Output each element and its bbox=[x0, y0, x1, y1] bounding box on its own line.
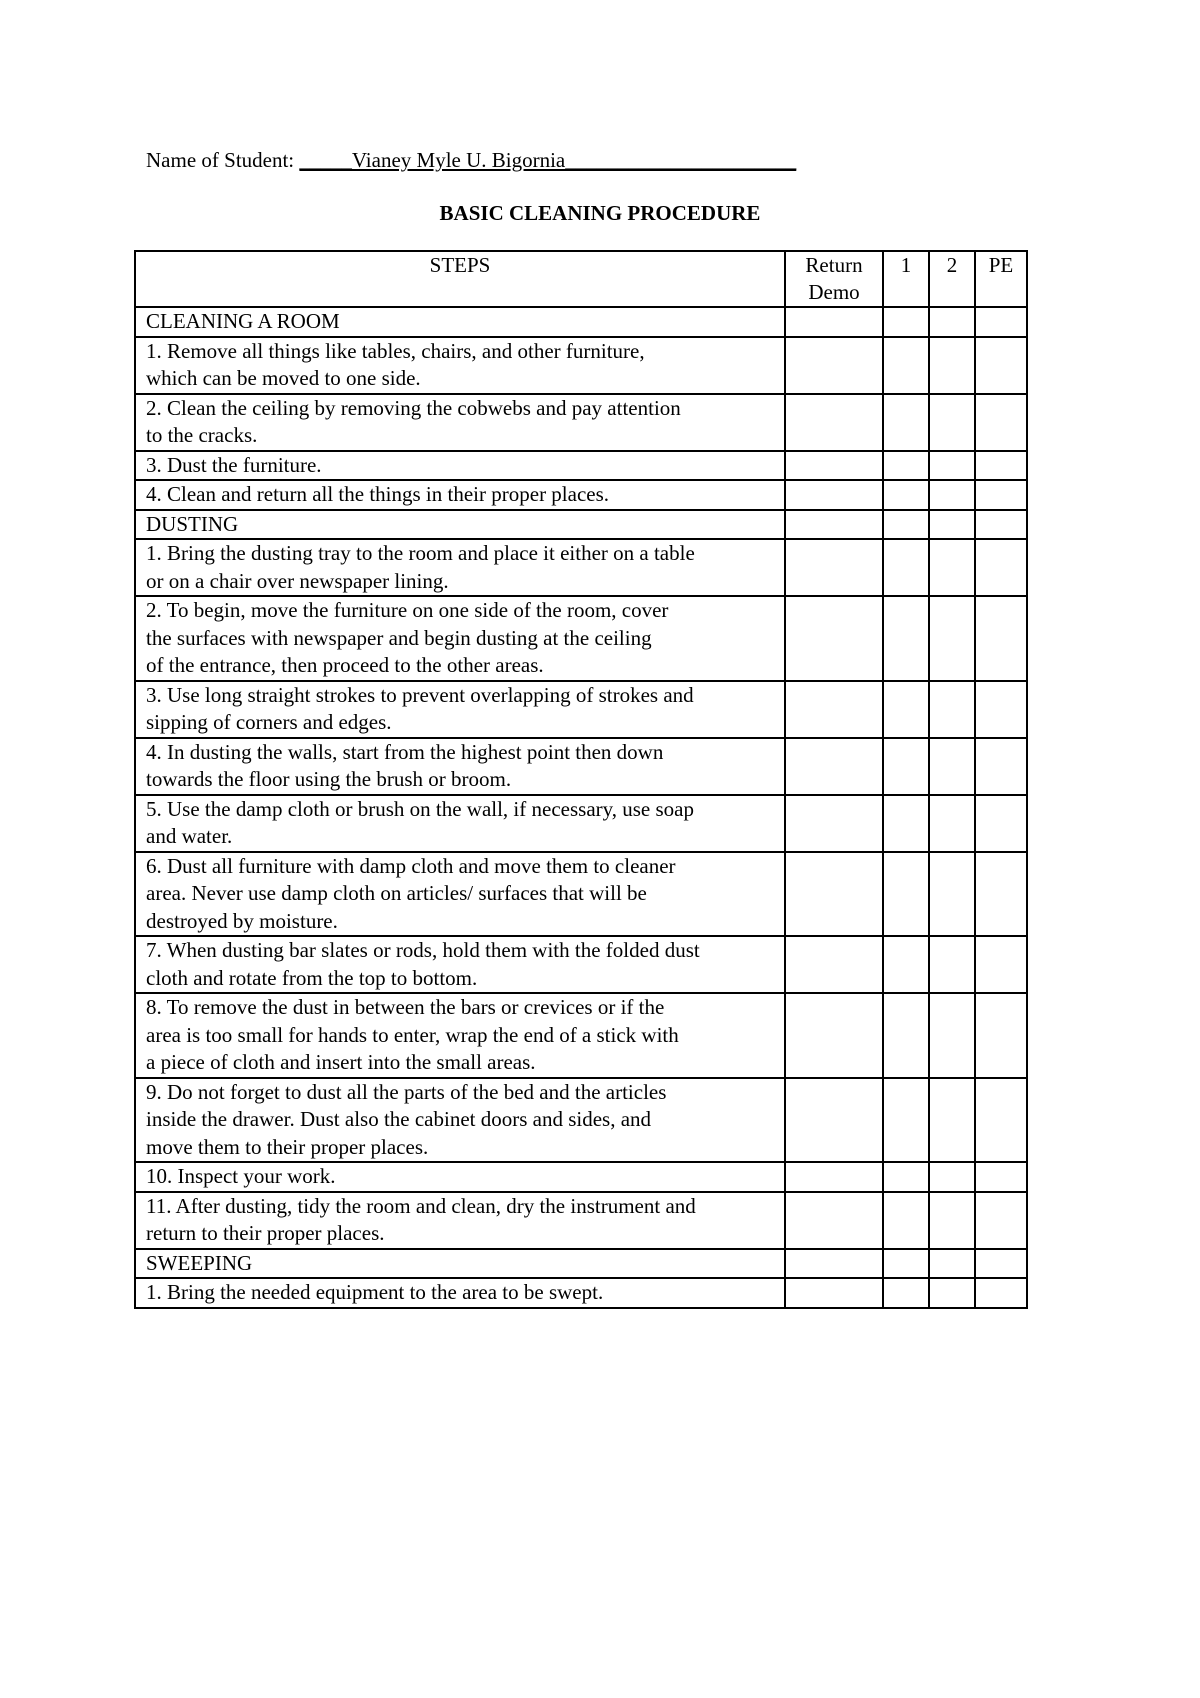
pe-cell[interactable] bbox=[975, 738, 1027, 795]
return-demo-cell[interactable] bbox=[785, 795, 883, 852]
score-1-cell[interactable] bbox=[883, 993, 929, 1078]
student-name-label: Name of Student: bbox=[146, 148, 295, 172]
section-row bbox=[135, 510, 1027, 540]
return-demo-cell[interactable] bbox=[785, 1162, 883, 1192]
return-demo-cell[interactable] bbox=[785, 394, 883, 451]
table-row bbox=[135, 539, 1027, 596]
return-demo-cell[interactable] bbox=[785, 451, 883, 481]
table-row bbox=[135, 1162, 1027, 1192]
step-text: 11. After dusting, tidy the room and clean, dry the instrument and return to their proper places. bbox=[135, 1192, 785, 1249]
score-1-cell[interactable] bbox=[883, 451, 929, 481]
score-2-cell[interactable] bbox=[929, 307, 975, 337]
table-row bbox=[135, 596, 1027, 681]
score-2-cell[interactable] bbox=[929, 337, 975, 394]
step-text: 2. Clean the ceiling by removing the cobwebs and pay attention to the cracks. bbox=[135, 394, 785, 451]
score-2-cell[interactable] bbox=[929, 1278, 975, 1308]
pe-cell[interactable] bbox=[975, 1278, 1027, 1308]
score-1-cell[interactable] bbox=[883, 337, 929, 394]
section-row bbox=[135, 1249, 1027, 1279]
score-2-cell[interactable] bbox=[929, 539, 975, 596]
step-text: 3. Use long straight strokes to prevent overlapping of strokes and sipping of corners and edges. bbox=[135, 681, 785, 738]
return-demo-cell[interactable] bbox=[785, 1078, 883, 1163]
score-1-cell[interactable] bbox=[883, 1278, 929, 1308]
score-1-cell[interactable] bbox=[883, 596, 929, 681]
pe-cell[interactable] bbox=[975, 596, 1027, 681]
score-2-cell[interactable] bbox=[929, 852, 975, 937]
pe-cell[interactable] bbox=[975, 480, 1027, 510]
return-demo-cell[interactable] bbox=[785, 738, 883, 795]
pe-cell[interactable] bbox=[975, 1162, 1027, 1192]
pe-cell[interactable] bbox=[975, 993, 1027, 1078]
table-row bbox=[135, 394, 1027, 451]
table-row bbox=[135, 1078, 1027, 1163]
header-steps: STEPS bbox=[135, 251, 785, 307]
score-1-cell[interactable] bbox=[883, 795, 929, 852]
pe-cell[interactable] bbox=[975, 681, 1027, 738]
step-text: 2. To begin, move the furniture on one side of the room, cover the surfaces with newspaper and begin dusting at the ceiling of the entrance, then proceed to the other areas. bbox=[135, 596, 785, 681]
score-1-cell[interactable] bbox=[883, 539, 929, 596]
score-1-cell[interactable] bbox=[883, 738, 929, 795]
score-1-cell[interactable] bbox=[883, 936, 929, 993]
step-text: 6. Dust all furniture with damp cloth and move them to cleaner area. Never use damp cloth on articles/ surfaces that will be destroyed by moisture. bbox=[135, 852, 785, 937]
score-1-cell[interactable] bbox=[883, 480, 929, 510]
step-text: 1. Bring the needed equipment to the area to be swept. bbox=[135, 1278, 785, 1308]
table-row bbox=[135, 795, 1027, 852]
return-demo-cell[interactable] bbox=[785, 539, 883, 596]
header-return-demo: Return Demo bbox=[785, 251, 883, 307]
table-body bbox=[135, 307, 1027, 1308]
pe-cell[interactable] bbox=[975, 795, 1027, 852]
return-demo-cell[interactable] bbox=[785, 936, 883, 993]
procedure-table bbox=[134, 250, 1028, 1309]
score-1-cell[interactable] bbox=[883, 681, 929, 738]
score-1-cell[interactable] bbox=[883, 1192, 929, 1249]
pe-cell[interactable] bbox=[975, 539, 1027, 596]
score-1-cell[interactable] bbox=[883, 852, 929, 937]
return-demo-cell[interactable] bbox=[785, 1192, 883, 1249]
pe-cell[interactable] bbox=[975, 510, 1027, 540]
score-1-cell[interactable] bbox=[883, 1249, 929, 1279]
score-1-cell[interactable] bbox=[883, 1162, 929, 1192]
return-demo-cell[interactable] bbox=[785, 852, 883, 937]
pe-cell[interactable] bbox=[975, 1078, 1027, 1163]
step-text: 1. Remove all things like tables, chairs, and other furniture, which can be moved to one side. bbox=[135, 337, 785, 394]
pe-cell[interactable] bbox=[975, 337, 1027, 394]
return-demo-cell[interactable] bbox=[785, 510, 883, 540]
table-row bbox=[135, 1192, 1027, 1249]
return-demo-cell[interactable] bbox=[785, 1278, 883, 1308]
score-2-cell[interactable] bbox=[929, 681, 975, 738]
table-row bbox=[135, 738, 1027, 795]
score-2-cell[interactable] bbox=[929, 1162, 975, 1192]
section-heading: DUSTING bbox=[135, 510, 785, 540]
score-2-cell[interactable] bbox=[929, 394, 975, 451]
pe-cell[interactable] bbox=[975, 1249, 1027, 1279]
score-2-cell[interactable] bbox=[929, 510, 975, 540]
return-demo-cell[interactable] bbox=[785, 596, 883, 681]
score-2-cell[interactable] bbox=[929, 1249, 975, 1279]
return-demo-cell[interactable] bbox=[785, 480, 883, 510]
step-text: 8. To remove the dust in between the bars or crevices or if the area is too small for hands to enter, wrap the end of a stick with a piece of cloth and insert into the small areas. bbox=[135, 993, 785, 1078]
return-demo-cell[interactable] bbox=[785, 307, 883, 337]
section-heading: SWEEPING bbox=[135, 1249, 785, 1279]
step-text: 10. Inspect your work. bbox=[135, 1162, 785, 1192]
student-name-line bbox=[146, 147, 796, 173]
score-1-cell[interactable] bbox=[883, 510, 929, 540]
pe-cell[interactable] bbox=[975, 1192, 1027, 1249]
table-row bbox=[135, 681, 1027, 738]
table-row bbox=[135, 1278, 1027, 1308]
step-text: 9. Do not forget to dust all the parts of the bed and the articles inside the drawer. Dust also the cabinet doors and sides, and move them to their proper places. bbox=[135, 1078, 785, 1163]
table-row bbox=[135, 337, 1027, 394]
document-title: BASIC CLEANING PROCEDURE bbox=[439, 201, 761, 225]
step-text: 5. Use the damp cloth or brush on the wall, if necessary, use soap and water. bbox=[135, 795, 785, 852]
table-row bbox=[135, 451, 1027, 481]
return-demo-cell[interactable] bbox=[785, 1249, 883, 1279]
pe-cell[interactable] bbox=[975, 394, 1027, 451]
header-col-1: 1 bbox=[883, 251, 929, 307]
pe-cell[interactable] bbox=[975, 936, 1027, 993]
step-text: 1. Bring the dusting tray to the room and place it either on a table or on a chair over newspaper lining. bbox=[135, 539, 785, 596]
step-text: 7. When dusting bar slates or rods, hold them with the folded dust cloth and rotate from the top to bottom. bbox=[135, 936, 785, 993]
score-2-cell[interactable] bbox=[929, 451, 975, 481]
score-2-cell[interactable] bbox=[929, 936, 975, 993]
score-2-cell[interactable] bbox=[929, 1078, 975, 1163]
table-row bbox=[135, 852, 1027, 937]
score-2-cell[interactable] bbox=[929, 1192, 975, 1249]
table-header-row bbox=[135, 251, 1027, 307]
score-1-cell[interactable] bbox=[883, 1078, 929, 1163]
pe-cell[interactable] bbox=[975, 307, 1027, 337]
score-1-cell[interactable] bbox=[883, 307, 929, 337]
score-2-cell[interactable] bbox=[929, 480, 975, 510]
table-row bbox=[135, 936, 1027, 993]
pe-cell[interactable] bbox=[975, 451, 1027, 481]
score-2-cell[interactable] bbox=[929, 738, 975, 795]
section-row bbox=[135, 307, 1027, 337]
table-row bbox=[135, 480, 1027, 510]
score-1-cell[interactable] bbox=[883, 394, 929, 451]
step-text: 3. Dust the furniture. bbox=[135, 451, 785, 481]
return-demo-cell[interactable] bbox=[785, 681, 883, 738]
return-demo-cell[interactable] bbox=[785, 337, 883, 394]
table-row bbox=[135, 993, 1027, 1078]
step-text: 4. In dusting the walls, start from the highest point then down towards the floor using the brush or broom. bbox=[135, 738, 785, 795]
score-2-cell[interactable] bbox=[929, 596, 975, 681]
header-col-2: 2 bbox=[929, 251, 975, 307]
header-pe: PE bbox=[975, 251, 1027, 307]
score-2-cell[interactable] bbox=[929, 993, 975, 1078]
return-demo-cell[interactable] bbox=[785, 993, 883, 1078]
student-name-value: _____Vianey Myle U. Bigornia______________________ bbox=[299, 148, 797, 172]
score-2-cell[interactable] bbox=[929, 795, 975, 852]
pe-cell[interactable] bbox=[975, 852, 1027, 937]
section-heading: CLEANING A ROOM bbox=[135, 307, 785, 337]
step-text: 4. Clean and return all the things in their proper places. bbox=[135, 480, 785, 510]
